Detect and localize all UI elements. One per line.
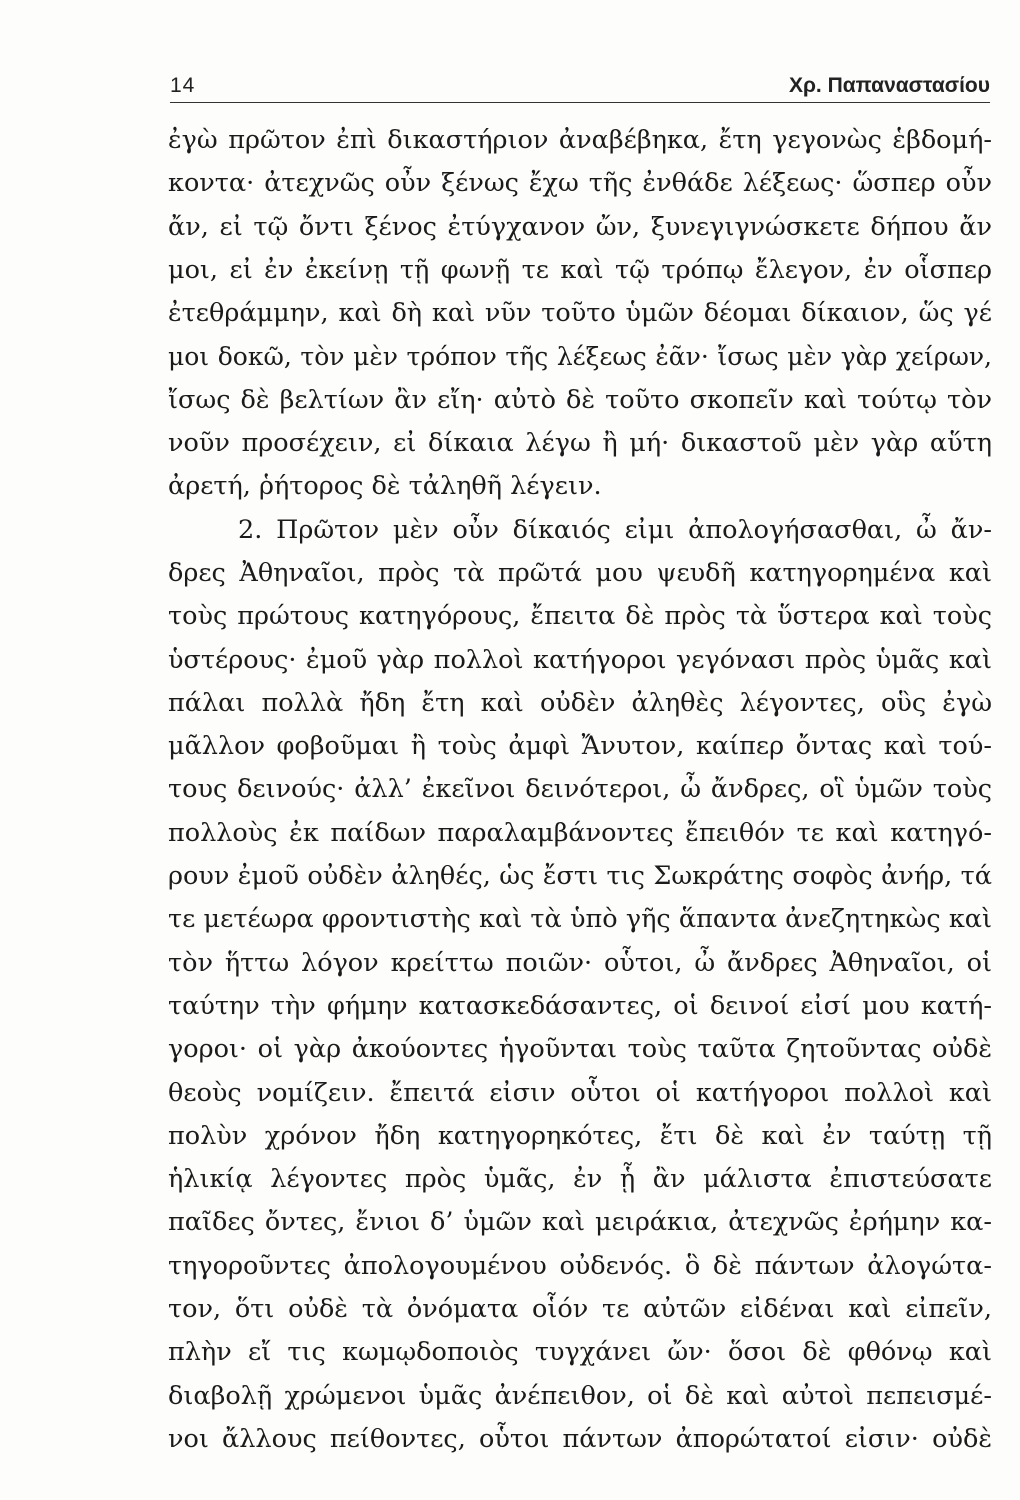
- text-line: τὸν ἥττω λόγον κρείττω ποιῶν· οὗτοι, ὦ ἄνδρες Ἀθηναῖοι, οἱ: [168, 947, 992, 978]
- running-head-author: Χρ. Παπαναστασίου: [788, 74, 990, 97]
- text-line: ἀρετή, ῥήτορος δὲ τἀληθῆ λέγειν.: [168, 471, 602, 502]
- text-line: ἡλικίᾳ λέγοντες πρὸς ὑμᾶς, ἐν ᾗ ἂν μάλιστα ἐπιστεύσατε: [168, 1164, 992, 1195]
- text-line: δρες Ἀθηναῖοι, πρὸς τὰ πρῶτά μου ψευδῆ κατηγορημένα καὶ: [168, 557, 992, 588]
- text-line: γοροι· οἱ γὰρ ἀκούοντες ἡγοῦνται τοὺς ταῦτα ζητοῦντας οὐδὲ: [168, 1034, 992, 1065]
- text-line: 2. Πρῶτον μὲν οὖν δίκαιός εἰμι ἀπολογήσασθαι, ὦ ἄν-: [238, 514, 992, 545]
- text-line: θεοὺς νομίζειν. ἔπειτά εἰσιν οὗτοι οἱ κατήγοροι πολλοὶ καὶ: [168, 1077, 992, 1108]
- text-line: πολλοὺς ἐκ παίδων παραλαμβάνοντες ἔπειθόν τε καὶ κατηγό-: [168, 817, 992, 848]
- text-line: ἄν, εἰ τῷ ὄντι ξένος ἐτύγχανον ὤν, ξυνεγιγνώσκετε δήπου ἄν: [168, 211, 992, 242]
- text-line: ἴσως δὲ βελτίων ἂν εἴη· αὐτὸ δὲ τοῦτο σκοπεῖν καὶ τούτῳ τὸν: [168, 384, 992, 415]
- text-line: τηγοροῦντες ἀπολογουμένου οὐδενός. ὃ δὲ πάντων ἀλογώτα-: [168, 1250, 992, 1281]
- text-line: τους δεινούς· ἀλλ’ ἐκεῖνοι δεινότεροι, ὦ ἄνδρες, οἳ ὑμῶν τοὺς: [168, 774, 992, 805]
- running-head: [170, 74, 990, 104]
- text-line: ἐτεθράμμην, καὶ δὴ καὶ νῦν τοῦτο ὑμῶν δέομαι δίκαιον, ὥς γέ: [168, 298, 992, 329]
- text-line: μᾶλλον φοβοῦμαι ἢ τοὺς ἀμφὶ Ἄνυτον, καίπερ ὄντας καὶ τού-: [168, 731, 992, 762]
- paragraph-1: [168, 119, 992, 509]
- body-text: [168, 119, 992, 1461]
- text-line: ταύτην τὴν φήμην κατασκεδάσαντες, οἱ δεινοί εἰσί μου κατή-: [168, 990, 992, 1021]
- text-line: νοι ἄλλους πείθοντες, οὗτοι πάντων ἀπορώτατοί εἰσιν· οὐδὲ: [168, 1423, 992, 1454]
- text-line: τοὺς πρώτους κατηγόρους, ἔπειτα δὲ πρὸς τὰ ὕστερα καὶ τοὺς: [168, 601, 992, 632]
- text-line: διαβολῇ χρώμενοι ὑμᾶς ἀνέπειθον, οἱ δὲ καὶ αὐτοὶ πεπεισμέ-: [168, 1380, 992, 1411]
- text-line: ἐγὼ πρῶτον ἐπὶ δικαστήριον ἀναβέβηκα, ἔτη γεγονὼς ἑβδομή-: [168, 125, 992, 155]
- text-line: πολὺν χρόνον ἤδη κατηγορηκότες, ἔτι δὲ καὶ ἐν ταύτῃ τῇ: [168, 1120, 992, 1151]
- paragraph-2: [168, 509, 992, 1462]
- page-number: 14: [170, 74, 196, 97]
- text-line: ρουν ἐμοῦ οὐδὲν ἀληθές, ὡς ἔστι τις Σωκράτης σοφὸς ἀνήρ, τά: [168, 861, 992, 892]
- text-line: τε μετέωρα φροντιστὴς καὶ τὰ ὑπὸ γῆς ἅπαντα ἀνεζητηκὼς καὶ: [168, 904, 992, 935]
- text-line: μοι δοκῶ, τὸν μὲν τρόπον τῆς λέξεως ἐᾶν· ἴσως μὲν γὰρ χείρων,: [168, 342, 992, 372]
- text-line: μοι, εἰ ἐν ἐκείνῃ τῇ φωνῇ τε καὶ τῷ τρόπῳ ἔλεγον, ἐν οἷσπερ: [168, 254, 992, 285]
- text-line: τον, ὅτι οὐδὲ τὰ ὀνόματα οἷόν τε αὐτῶν εἰδέναι καὶ εἰπεῖν,: [168, 1294, 992, 1325]
- text-line: κοντα· ἀτεχνῶς οὖν ξένως ἔχω τῆς ἐνθάδε λέξεως· ὥσπερ οὖν: [168, 168, 992, 199]
- text-line: πάλαι πολλὰ ἤδη ἔτη καὶ οὐδὲν ἀληθὲς λέγοντες, οὓς ἐγὼ: [168, 687, 992, 718]
- text-line: ὑστέρους· ἐμοῦ γὰρ πολλοὶ κατήγοροι γεγόνασι πρὸς ὑμᾶς καὶ: [168, 644, 992, 675]
- header-rule: [170, 102, 990, 103]
- text-line: παῖδες ὄντες, ἔνιοι δ’ ὑμῶν καὶ μειράκια, ἀτεχνῶς ἐρήμην κα-: [168, 1207, 992, 1238]
- text-line: πλὴν εἴ τις κωμῳδοποιὸς τυγχάνει ὤν· ὅσοι δὲ φθόνῳ καὶ: [168, 1337, 992, 1368]
- text-line: νοῦν προσέχειν, εἰ δίκαια λέγω ἢ μή· δικαστοῦ μὲν γὰρ αὕτη: [168, 428, 992, 459]
